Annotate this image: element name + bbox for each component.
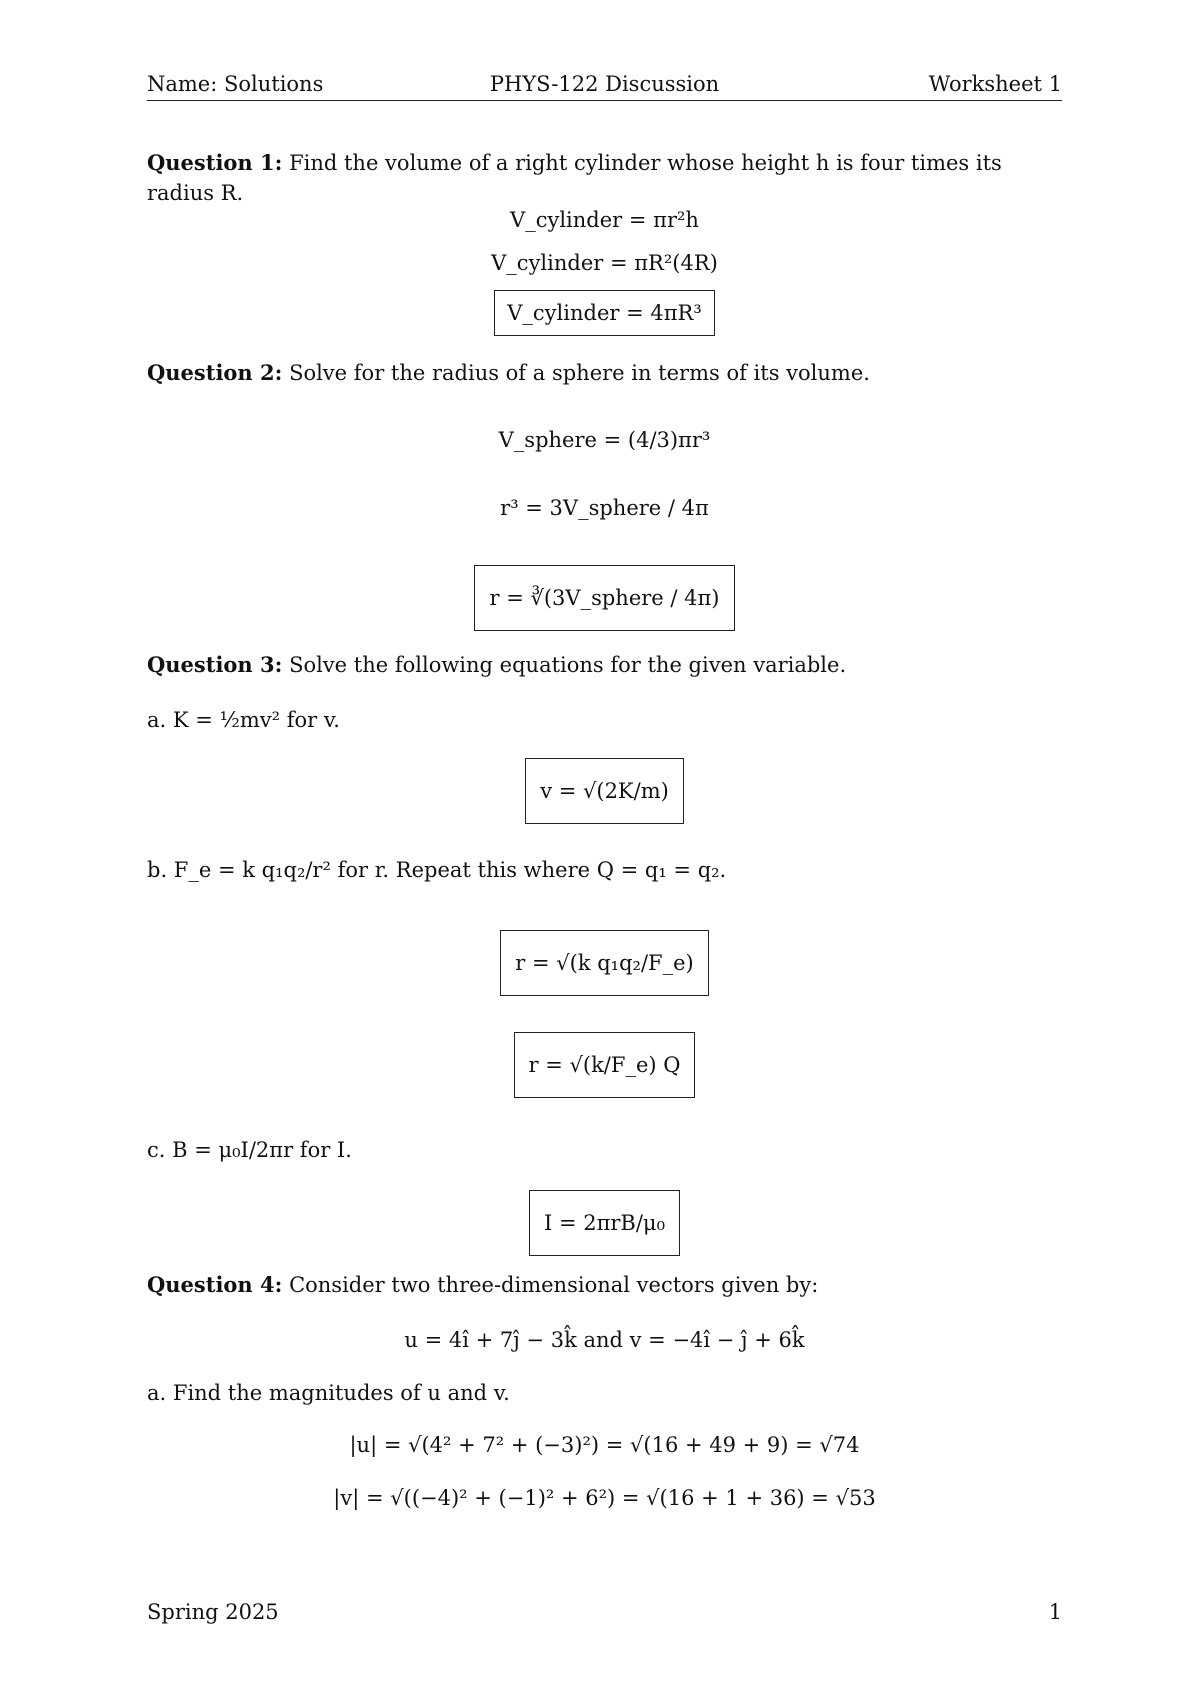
q3b-answer2-wrap: [147, 1032, 1062, 1098]
question-3-prompt: [147, 650, 1062, 680]
question-3-text: Solve the following equations for the given variable.: [289, 653, 847, 677]
footer-term: Spring 2025: [147, 1600, 279, 1624]
page-number: 1: [1048, 1600, 1062, 1624]
q3a-answer: v = √(2K/m): [525, 758, 684, 824]
q3a-prompt: a. K = ½mv² for v.: [147, 708, 340, 732]
question-1-prompt: [147, 148, 1062, 208]
q4-magnitude-v: |v| = √((−4)² + (−1)² + 6²) = √(16 + 1 + 36) = √53: [333, 1486, 876, 1510]
q4a-prompt: a. Find the magnitudes of u and v.: [147, 1381, 510, 1405]
q2-equation-1: V_sphere = (4/3)πr³: [498, 428, 711, 452]
q3b-answer-1: r = √(k q₁q₂/F_e): [500, 930, 708, 996]
header-course: PHYS-122 Discussion: [489, 72, 720, 96]
q2-answer: r = ∛(3V_sphere / 4π): [474, 565, 734, 631]
q3b-prompt: b. F_e = k q₁q₂/r² for r. Repeat this where Q = q₁ = q₂.: [147, 858, 727, 882]
header-name: Name: Solutions: [147, 72, 324, 96]
question-1-text: Find the volume of a right cylinder whose height h is four times its radius R.: [147, 151, 1002, 205]
question-1-label: Question 1:: [147, 150, 283, 175]
q2-answer-wrap: [147, 565, 1062, 631]
q1-answer-wrap: [147, 290, 1062, 336]
q3c-answer: I = 2πrB/μ₀: [529, 1190, 680, 1256]
q2-equation-2: r³ = 3V_sphere / 4π: [500, 496, 709, 520]
q1-answer: V_cylinder = 4πR³: [494, 290, 715, 336]
question-2-text: Solve for the radius of a sphere in terms of its volume.: [289, 361, 870, 385]
q4-magnitude-u: |u| = √(4² + 7² + (−3)²) = √(16 + 49 + 9) = √74: [349, 1433, 860, 1457]
q3a-answer-wrap: [147, 758, 1062, 824]
q1-equation-1: V_cylinder = πr²h: [510, 208, 699, 232]
q1-equation-2: V_cylinder = πR²(4R): [491, 251, 718, 275]
question-3-label: Question 3:: [147, 652, 283, 677]
q3b-answer-2: r = √(k/F_e) Q: [514, 1032, 696, 1098]
q3c-answer-wrap: [147, 1190, 1062, 1256]
question-4-label: Question 4:: [147, 1272, 283, 1297]
page-header: [147, 70, 1062, 101]
q4-vectors: u = 4î + 7ĵ − 3k̂ and v = −4î − ĵ + 6k̂: [404, 1328, 805, 1352]
question-4-prompt: [147, 1270, 1062, 1300]
question-2-label: Question 2:: [147, 360, 283, 385]
header-worksheet: Worksheet 1: [928, 72, 1062, 96]
q3b-answer1-wrap: [147, 930, 1062, 996]
q3c-prompt: c. B = μ₀I/2πr for I.: [147, 1138, 352, 1162]
question-4-text: Consider two three-dimensional vectors given by:: [289, 1273, 819, 1297]
question-2-prompt: [147, 358, 1062, 388]
